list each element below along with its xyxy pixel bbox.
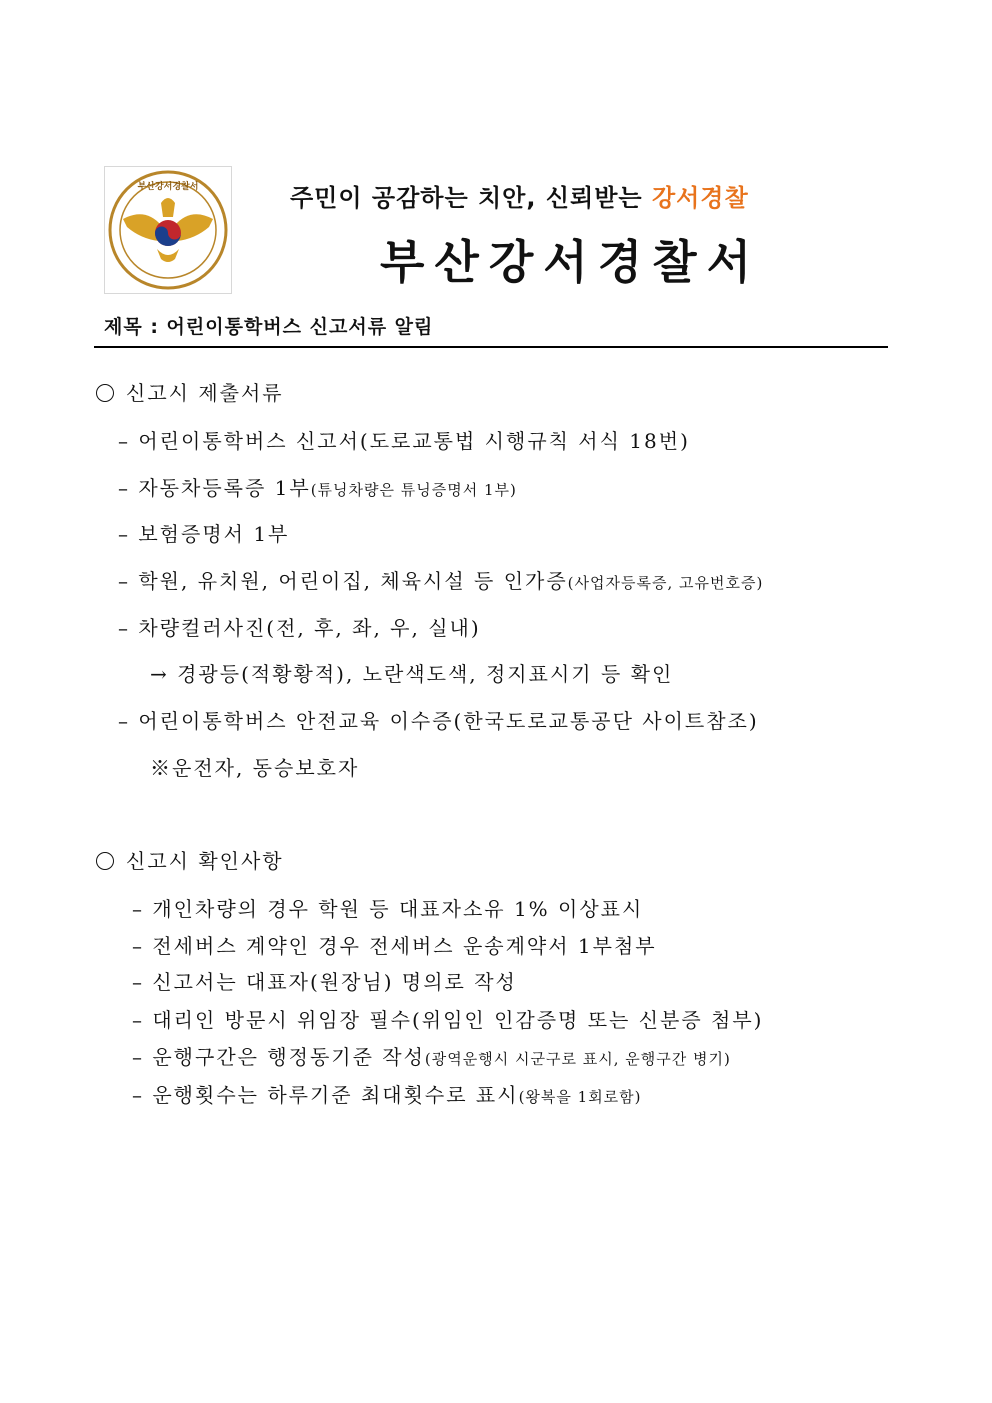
list-item bbox=[118, 425, 690, 454]
police-emblem-logo bbox=[104, 166, 232, 294]
item-note: (광역운행시 시군구로 표시, 운행구간 병기) bbox=[424, 1050, 731, 1068]
list-item bbox=[132, 1004, 763, 1033]
list-item bbox=[132, 893, 643, 922]
list-item bbox=[132, 966, 517, 995]
list-item bbox=[118, 565, 763, 594]
slogan-accent: 강서경찰 bbox=[651, 184, 749, 212]
item-text: ※운전자, 동승보호자 bbox=[150, 756, 360, 780]
circle-bullet-icon bbox=[96, 384, 114, 402]
item-text: – 자동차등록증 1부 bbox=[118, 476, 311, 500]
item-text: – 운행횟수는 하루기준 최대횟수로 표시 bbox=[132, 1083, 519, 1107]
document-subject: 제목 : 어린이통학버스 신고서류 알림 bbox=[104, 316, 434, 338]
item-text: → 경광등(적황황적), 노란색도색, 정지표시기 등 확인 bbox=[150, 662, 674, 686]
list-item bbox=[132, 1041, 731, 1070]
item-text: – 신고서는 대표자(원장님) 명의로 작성 bbox=[132, 970, 517, 994]
list-item bbox=[118, 472, 517, 501]
list-item bbox=[118, 518, 289, 547]
item-text: – 학원, 유치원, 어린이집, 체육시설 등 인가증 bbox=[118, 569, 568, 593]
slogan bbox=[290, 178, 850, 213]
police-emblem-icon bbox=[105, 167, 231, 293]
item-note: (왕복을 1회로함) bbox=[518, 1088, 642, 1106]
slogan-main: 주민이 공감하는 치안, 신뢰받는 bbox=[290, 184, 652, 212]
list-item bbox=[118, 705, 759, 734]
item-text: – 전세버스 계약인 경우 전세버스 운송계약서 1부첨부 bbox=[132, 934, 657, 958]
section-heading-check bbox=[96, 845, 284, 874]
item-note: (튜닝차량은 튜닝증명서 1부) bbox=[310, 481, 517, 499]
section-heading-submission bbox=[96, 377, 284, 406]
header-divider bbox=[94, 346, 888, 348]
section-heading-text: 신고시 확인사항 bbox=[126, 849, 284, 873]
section-heading-text: 신고시 제출서류 bbox=[126, 381, 284, 405]
list-item bbox=[132, 1079, 642, 1108]
item-text: – 대리인 방문시 위임장 필수(위임인 인감증명 또는 신분증 첨부) bbox=[132, 1008, 764, 1032]
organization-title: 부산강서경찰서 bbox=[380, 235, 762, 289]
item-text: – 운행구간은 행정동기준 작성 bbox=[132, 1045, 425, 1069]
item-text: – 차량컬러사진(전, 후, 좌, 우, 실내) bbox=[118, 616, 481, 640]
list-item bbox=[118, 612, 481, 641]
list-item-note bbox=[150, 752, 359, 781]
item-note: (사업자등록증, 고유번호증) bbox=[567, 574, 764, 592]
item-text: – 개인차량의 경우 학원 등 대표자소유 1% 이상표시 bbox=[132, 897, 644, 921]
item-text: – 어린이통학버스 신고서(도로교통법 시행규칙 서식 18번) bbox=[118, 429, 690, 453]
list-item bbox=[132, 930, 657, 959]
item-text: – 보험증명서 1부 bbox=[118, 522, 290, 546]
list-item-sub bbox=[150, 658, 673, 687]
logo-top-text: 부산강서경찰서 bbox=[137, 182, 199, 192]
circle-bullet-icon bbox=[96, 852, 114, 870]
item-text: – 어린이통학버스 안전교육 이수증(한국도로교통공단 사이트참조) bbox=[118, 709, 759, 733]
